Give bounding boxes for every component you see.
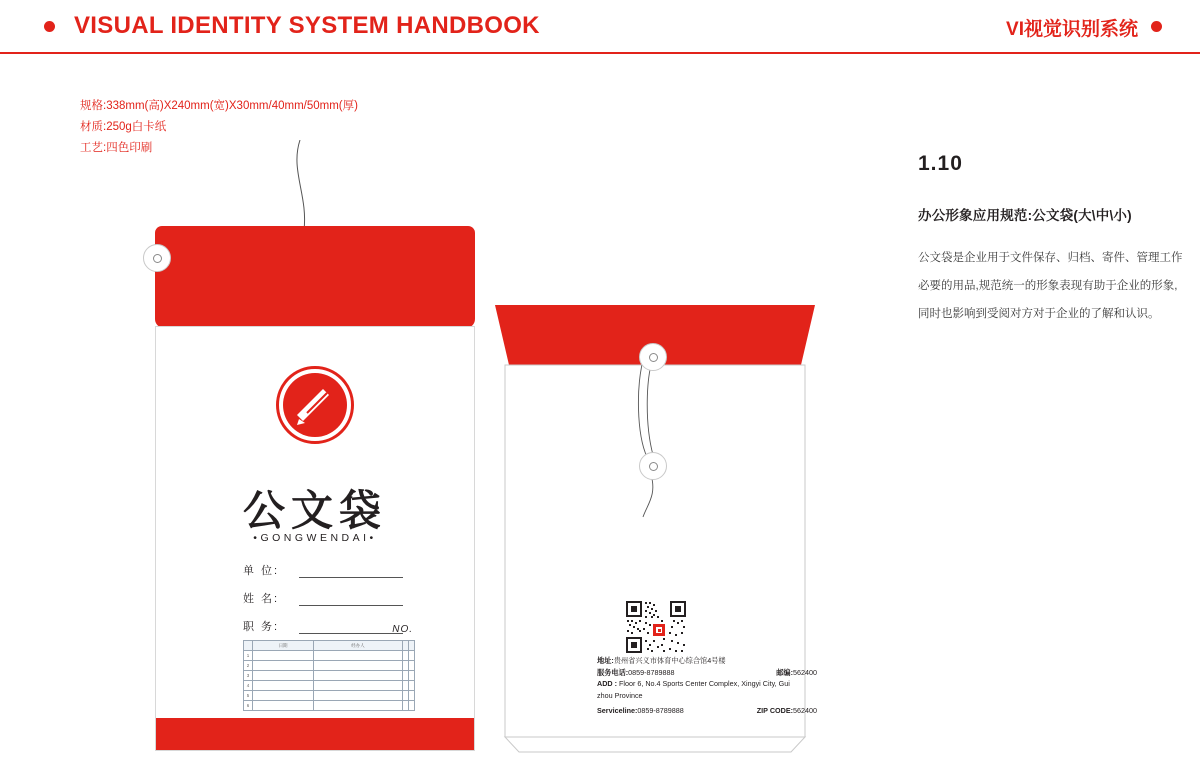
- envelope-eyelet-icon: [639, 452, 667, 480]
- table-cell: 6: [244, 701, 253, 711]
- zip-label-cn: 邮编:: [776, 667, 794, 677]
- field-label: 职 务:: [243, 621, 280, 633]
- zip-label-en: ZIP CODE:: [756, 706, 794, 716]
- envelope-flap-curve: [155, 302, 475, 328]
- address-cn-value: 贵州省兴义市体育中心综合馆4号楼: [613, 656, 726, 665]
- table-cell: [408, 681, 414, 691]
- envelope-number-label: NO.: [392, 624, 413, 635]
- envelope-bottom-bar: [156, 718, 474, 750]
- body-line: 必要的用品,规范统一的形象表现有助于企业的形象,: [918, 280, 1178, 292]
- table-cell: [408, 701, 414, 711]
- body-line: 同时也影响到受阅对方对于企业的了解和认识。: [918, 308, 1160, 320]
- table-cell: [253, 651, 314, 661]
- field-write-line: [299, 565, 403, 578]
- bullet-icon: [1151, 21, 1162, 32]
- table-cell: [314, 681, 403, 691]
- service-group: [597, 705, 684, 717]
- address-en-line1: Floor 6, No.4 Sports Center Complex, Xingyi City, Gui: [618, 679, 790, 689]
- table-cell: [314, 691, 403, 701]
- zip-group: [776, 667, 817, 679]
- field-write-line: [299, 593, 403, 606]
- form-field-row: [243, 618, 403, 634]
- logo-mark-icon: [283, 373, 347, 437]
- service-zip-row: [597, 705, 817, 717]
- table-cell: 4: [244, 681, 253, 691]
- address-cn-label: 地址:: [597, 656, 614, 665]
- section-body: [918, 244, 1183, 328]
- body-line: 公文袋是企业用于文件保存、归档、寄件、管理工作: [918, 252, 1183, 264]
- table-header-cell: [244, 641, 253, 651]
- page-title-secondary: VI视觉识别系统: [1006, 19, 1138, 40]
- envelope-flap: [155, 226, 475, 310]
- section-subtitle: 办公形象应用规范:公文袋(大\中\小): [918, 208, 1132, 223]
- phone-group: [597, 667, 675, 679]
- field-label: 单 位:: [243, 565, 280, 577]
- service-value: 0859-8789888: [637, 706, 684, 716]
- table-cell: [253, 691, 314, 701]
- page-header: [0, 0, 1200, 54]
- envelope-back-bottom: [505, 737, 805, 752]
- bullet-icon: [44, 21, 55, 32]
- field-label: 姓 名:: [243, 593, 280, 605]
- spec-note-line: 工艺:四色印刷: [80, 142, 153, 154]
- table-cell: [408, 661, 414, 671]
- phone-value: 0859-8789888: [628, 667, 675, 677]
- table-row: [244, 691, 415, 701]
- table-cell: [314, 651, 403, 661]
- table-cell: [253, 671, 314, 681]
- envelope-eyelet-icon: [639, 343, 667, 371]
- table-header-row: [244, 641, 415, 651]
- table-cell: [253, 701, 314, 711]
- table-cell: [314, 661, 403, 671]
- envelope-record-table: [243, 640, 415, 711]
- qr-code-icon: [625, 600, 687, 654]
- description-panel: [918, 152, 1183, 328]
- table-header-cell: [408, 641, 414, 651]
- table-cell: 5: [244, 691, 253, 701]
- table-row: [244, 701, 415, 711]
- zip-en-group: [757, 705, 817, 717]
- zip-value-en: 562400: [793, 706, 817, 716]
- brand-logo: [276, 366, 354, 444]
- table-cell: [408, 671, 414, 681]
- form-field-row: [243, 590, 403, 606]
- envelope-contact-block: [597, 655, 817, 717]
- envelope-front-illustration: [155, 226, 475, 751]
- address-cn-row: [597, 655, 817, 667]
- table-header-cell: 经办人: [314, 641, 403, 651]
- table-row: [244, 661, 415, 671]
- table-header-cell: 日期: [253, 641, 314, 651]
- phone-label: 服务电话:: [597, 667, 629, 677]
- table-cell: 2: [244, 661, 253, 671]
- phone-zip-row: [597, 667, 817, 679]
- table-cell: 3: [244, 671, 253, 681]
- table-cell: [408, 691, 414, 701]
- address-en-label: ADD :: [597, 679, 617, 689]
- field-write-line: [299, 621, 403, 634]
- table-row: [244, 651, 415, 661]
- spec-note-line: 规格:338mm(高)X240mm(宽)X30mm/40mm/50mm(厚): [80, 100, 358, 112]
- service-label: Serviceline:: [597, 706, 638, 716]
- table-cell: 1: [244, 651, 253, 661]
- table-row: [244, 681, 415, 691]
- zip-value-cn: 562400: [793, 667, 817, 677]
- table-row: [244, 671, 415, 681]
- table-body: [244, 651, 415, 711]
- envelope-eyelet-icon: [143, 244, 171, 272]
- section-number: 1.10: [918, 152, 963, 175]
- page-title: VISUAL IDENTITY SYSTEM HANDBOOK: [74, 12, 540, 39]
- table-cell: [408, 651, 414, 661]
- spec-note-line: 材质:250g白卡纸: [80, 121, 167, 133]
- address-en-row: [597, 678, 817, 690]
- table-cell: [253, 661, 314, 671]
- envelope-title: 公文袋: [242, 489, 387, 535]
- envelope-form-fields: [243, 562, 403, 646]
- table-cell: [253, 681, 314, 691]
- address-en-line2-row: zhou Province: [597, 690, 643, 700]
- form-field-row: [243, 562, 403, 578]
- envelope-subtitle: •GONGWENDAI•: [253, 532, 377, 544]
- table-cell: [314, 701, 403, 711]
- table-cell: [314, 671, 403, 681]
